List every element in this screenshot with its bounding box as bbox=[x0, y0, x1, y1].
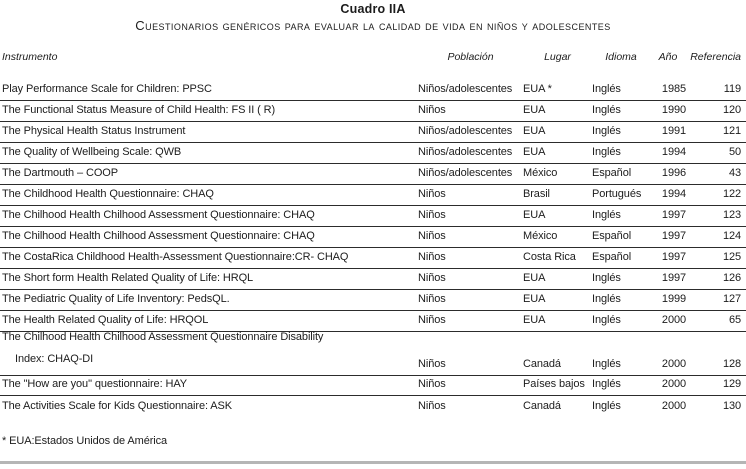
column-header-instrumento: Instrumento bbox=[2, 51, 58, 63]
cell-language: Español bbox=[592, 230, 632, 242]
table-row bbox=[0, 63, 746, 101]
column-header-lugar: Lugar bbox=[544, 51, 571, 63]
cell-year: 1994 bbox=[661, 188, 686, 200]
cell-population: Niños bbox=[418, 293, 446, 305]
cell-instrument: The Chilhood Health Chilhood Assessment Questionnaire: CHAQ bbox=[2, 230, 315, 242]
column-header-idioma: Idioma bbox=[605, 51, 637, 63]
cell-place: EUA * bbox=[523, 83, 552, 95]
cell-year: 1997 bbox=[661, 209, 686, 221]
cell-place: Canadá bbox=[523, 400, 561, 412]
cell-year: 2000 bbox=[661, 314, 686, 326]
column-header-ano: Año bbox=[658, 51, 678, 63]
table-row bbox=[0, 290, 746, 311]
cell-language: Inglés bbox=[592, 125, 621, 137]
table-row bbox=[0, 122, 746, 143]
cell-place: EUA bbox=[523, 104, 546, 116]
cell-reference: 65 bbox=[728, 314, 741, 326]
cell-population: Niños bbox=[418, 230, 446, 242]
cell-language: Inglés bbox=[592, 400, 621, 412]
cell-reference: 125 bbox=[722, 251, 741, 263]
cell-place: Brasil bbox=[523, 188, 550, 200]
cell-place: EUA bbox=[523, 146, 546, 158]
cell-language: Inglés bbox=[592, 358, 621, 370]
cell-language: Inglés bbox=[592, 146, 621, 158]
cell-language: Inglés bbox=[592, 83, 621, 95]
table-row bbox=[0, 248, 746, 269]
cell-population: Niños bbox=[418, 378, 446, 390]
cell-instrument: The Activities Scale for Kids Questionnaire: ASK bbox=[2, 400, 232, 412]
table-row bbox=[0, 185, 746, 206]
cell-place: Canadá bbox=[523, 358, 561, 370]
cell-year: 1997 bbox=[661, 272, 686, 284]
cell-reference: 122 bbox=[722, 188, 741, 200]
cell-population: Niños bbox=[418, 358, 446, 370]
questionnaires-table bbox=[0, 47, 746, 417]
cell-year: 1994 bbox=[661, 146, 686, 158]
table-row bbox=[0, 164, 746, 185]
cell-reference: 127 bbox=[722, 293, 741, 305]
cell-language: Inglés bbox=[592, 293, 621, 305]
cell-year: 1996 bbox=[661, 167, 686, 179]
cell-instrument: The Physical Health Status Instrument bbox=[2, 125, 186, 137]
table-row bbox=[0, 101, 746, 122]
cell-year: 1997 bbox=[661, 251, 686, 263]
cell-reference: 130 bbox=[722, 400, 741, 412]
cell-place: EUA bbox=[523, 209, 546, 221]
table-row bbox=[0, 206, 746, 227]
cell-instrument: The CostaRica Childhood Health-Assessment Questionnaire:CR- CHAQ bbox=[2, 251, 349, 263]
column-header-referencia: Referencia bbox=[690, 51, 741, 63]
table-row bbox=[0, 227, 746, 248]
cell-language: Español bbox=[592, 167, 632, 179]
cell-instrument: The Dartmouth – COOP bbox=[2, 167, 118, 179]
table-header-row bbox=[0, 47, 746, 63]
bottom-rule bbox=[0, 461, 746, 464]
cell-place: EUA bbox=[523, 314, 546, 326]
cell-instrument: The "How are you" questionnaire: HAY bbox=[2, 378, 187, 390]
cell-instrument: Play Performance Scale for Children: PPSC bbox=[2, 83, 212, 95]
cell-language: Inglés bbox=[592, 378, 621, 390]
instrument-line1: The Chilhood Health Chilhood Assessment Questionnaire Disability bbox=[2, 331, 324, 343]
cell-place: EUA bbox=[523, 272, 546, 284]
cell-reference: 119 bbox=[723, 83, 741, 95]
cell-reference: 128 bbox=[722, 358, 741, 370]
cell-instrument: The Childhood Health Questionnaire: CHAQ bbox=[2, 188, 214, 200]
cell-year: 1990 bbox=[661, 104, 686, 116]
cell-place: Países bajos bbox=[523, 378, 585, 390]
table-row bbox=[0, 143, 746, 164]
cell-language: Inglés bbox=[592, 314, 621, 326]
cell-place: EUA bbox=[523, 125, 546, 137]
table-title: Cuadro IIA bbox=[340, 2, 406, 16]
cell-instrument: The Pediatric Quality of Life Inventory: PedsQL. bbox=[2, 293, 230, 305]
cell-place: Costa Rica bbox=[523, 251, 576, 263]
cell-population: Niños bbox=[418, 188, 446, 200]
table-row bbox=[0, 269, 746, 290]
table-subtitle: Cuestionarios genéricos para evaluar la calidad de vida en niños y adolescentes bbox=[135, 18, 611, 33]
cell-population: Niños bbox=[418, 314, 446, 326]
cell-reference: 43 bbox=[728, 167, 741, 179]
cell-language: Inglés bbox=[592, 209, 621, 221]
cell-population: Niños/adolescentes bbox=[418, 83, 513, 95]
cell-reference: 126 bbox=[722, 272, 741, 284]
cell-instrument: The Functional Status Measure of Child Health: FS II ( R) bbox=[2, 104, 276, 116]
cell-instrument: The Chilhood Health Chilhood Assessment Questionnaire: CHAQ bbox=[2, 209, 315, 221]
cell-year: 2000 bbox=[661, 358, 686, 370]
cell-population: Niños bbox=[418, 272, 446, 284]
cell-population: Niños/adolescentes bbox=[418, 146, 513, 158]
cell-year: 1985 bbox=[661, 83, 686, 95]
table-row bbox=[0, 332, 746, 376]
cell-population: Niños/adolescentes bbox=[418, 167, 513, 179]
cell-language: Inglés bbox=[592, 272, 621, 284]
cell-population: Niños bbox=[418, 251, 446, 263]
column-header-poblacion: Población bbox=[447, 51, 494, 63]
cell-year: 1997 bbox=[661, 230, 686, 242]
cell-population: Niños bbox=[418, 400, 446, 412]
instrument-line2: Index: CHAQ-DI bbox=[15, 353, 94, 365]
cell-place: México bbox=[523, 167, 558, 179]
cell-language: Inglés bbox=[592, 104, 621, 116]
table-row bbox=[0, 396, 746, 417]
cell-reference: 50 bbox=[728, 146, 741, 158]
cell-reference: 120 bbox=[722, 104, 741, 116]
cell-language: Español bbox=[592, 251, 632, 263]
cell-population: Niños/adolescentes bbox=[418, 125, 513, 137]
cell-reference: 121 bbox=[722, 125, 741, 137]
cell-instrument bbox=[0, 326, 418, 370]
cell-population: Niños bbox=[418, 104, 446, 116]
table-body bbox=[0, 63, 746, 417]
footnote: * EUA:Estados Unidos de América bbox=[2, 435, 168, 447]
cell-instrument: The Health Related Quality of Life: HRQOL bbox=[2, 314, 209, 326]
cell-language: Portugués bbox=[592, 188, 642, 200]
cell-instrument: The Short form Health Related Quality of Life: HRQL bbox=[2, 272, 254, 284]
cell-year: 1999 bbox=[661, 293, 686, 305]
cell-reference: 129 bbox=[722, 378, 741, 390]
cell-year: 2000 bbox=[661, 378, 686, 390]
table-row bbox=[0, 376, 746, 396]
cell-reference: 124 bbox=[722, 230, 741, 242]
cell-place: México bbox=[523, 230, 558, 242]
cell-instrument: The Quality of Wellbeing Scale: QWB bbox=[2, 146, 182, 158]
cell-population: Niños bbox=[418, 209, 446, 221]
cell-year: 2000 bbox=[661, 400, 686, 412]
cell-reference: 123 bbox=[722, 209, 741, 221]
cell-place: EUA bbox=[523, 293, 546, 305]
cell-year: 1991 bbox=[661, 125, 686, 137]
